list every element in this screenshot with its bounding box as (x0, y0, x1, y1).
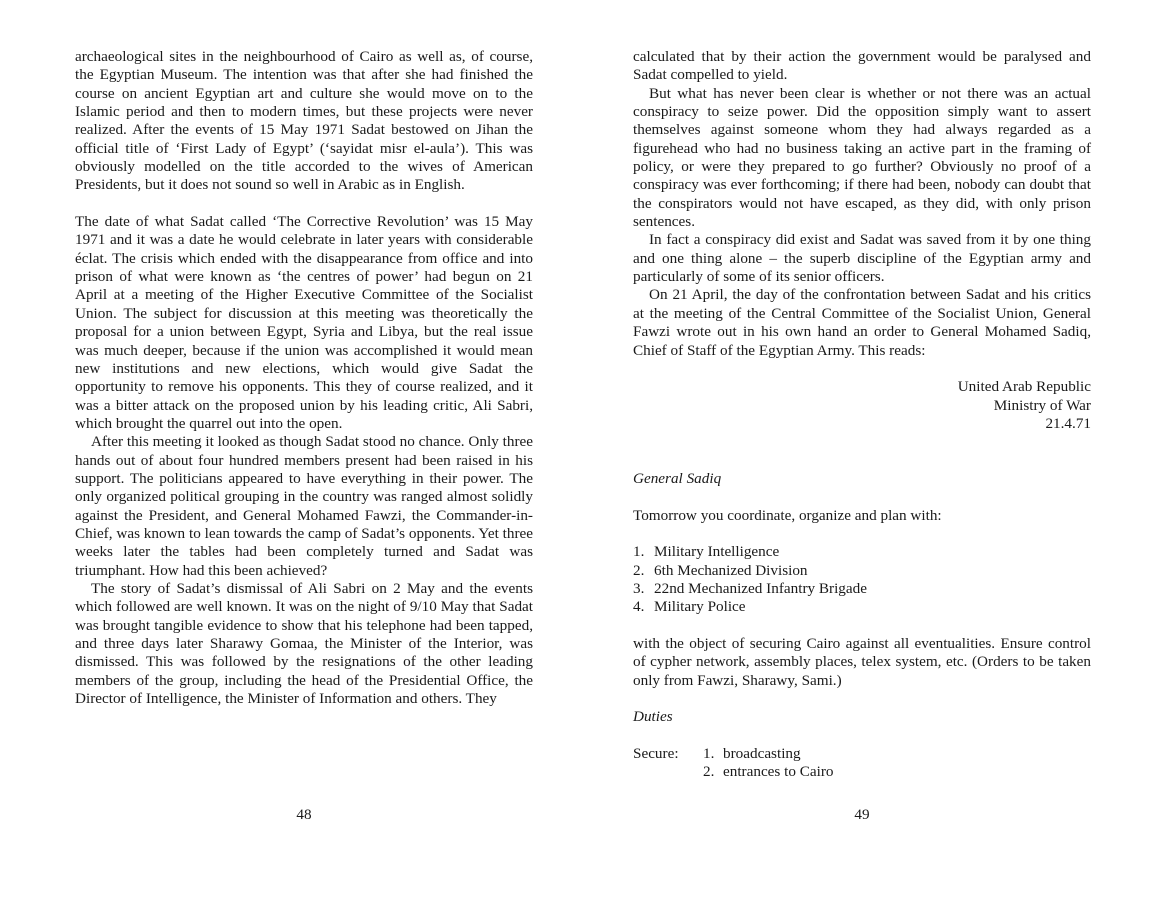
letterhead-line: Ministry of War (993, 396, 1091, 414)
list-number: 2. (703, 763, 715, 781)
list-text: entrances to Cairo (723, 763, 834, 781)
list-text: Military Police (654, 598, 746, 616)
letterhead-date: 21.4.71 (1045, 414, 1091, 432)
list-text: 22nd Mechanized Infantry Brigade (654, 579, 867, 597)
secure-list (633, 745, 1091, 782)
list-number: 2. (633, 561, 645, 579)
list-text: 6th Mechanized Division (654, 561, 808, 579)
list-item (633, 763, 1091, 781)
paragraph: archaeological sites in the neighbourhood of Cairo as well as, of course, the Egyptian Museum. The intention was that after she had finished the course on ancient Egyptian art and culture she would move on to the Islamic period and then to modern times, but these projects were never realized. After the events of 15 May 1971 Sadat bestowed on Jihan the official title of ‘First Lady of Egypt’ (‘sayidat misr el-aula’). This was obviously modelled on the title accorded to the wives of American Presidents, but it does not sound so well in Arabic as in English. (75, 48, 533, 194)
right-page (633, 48, 1091, 782)
paragraph: But what has never been clear is whether or not there was an actual conspiracy to seize power. Did the opposition simply want to assert themselves against someone whom they had always regarded as a figurehead who had no business taking an active part in the framing of policy, or were they prepared to go further? Obviously no proof of a conspiracy was ever forthcoming; if there had been, nobody can doubt that the conspirators would not have escaped, as they did, with only prison sentences. (633, 84, 1091, 231)
page-number: 49 (854, 806, 870, 823)
list-number: 3. (633, 579, 645, 597)
list-number: 1. (703, 745, 715, 763)
paragraph: The story of Sadat’s dismissal of Ali Sabri on 2 May and the events which followed are well known. It was on the night of 9/10 May that Sadat was brought tangible evidence to show that his telephone had been tapped, and three days later Sharawy Gomaa, the Minister of the Interior, was dismissed. This was followed by the resignations of the other leading members of the group, including the head of the Presidential Office, the Director of Intelligence, the Minister of Information and others. They (75, 579, 533, 708)
paragraph: calculated that by their action the government would be paralysed and Sadat compelled to yield. (633, 48, 1091, 84)
secure-label: Secure: (633, 745, 679, 763)
left-page (75, 48, 533, 708)
list-text: broadcasting (723, 745, 801, 763)
list-number: 4. (633, 598, 645, 616)
paragraph: In fact a conspiracy did exist and Sadat was saved from it by one thing and one thing alone – the superb discipline of the Egyptian army and particularly of some of its senior officers. (633, 231, 1091, 286)
page-number: 48 (296, 806, 312, 823)
order-instruction: Tomorrow you coordinate, organize and plan with: (633, 506, 942, 524)
letterhead (633, 378, 1091, 433)
paragraph: On 21 April, the day of the confrontation between Sadat and his critics at the meeting of the Central Committee of the Socialist Union, General Fawzi wrote out in his own hand an order to General Mohamed Sadiq, Chief of Staff of the Egyptian Army. This reads: (633, 286, 1091, 359)
paragraph: The date of what Sadat called ‘The Corrective Revolution’ was 15 May 1971 and it was a date he would celebrate in later years with considerable éclat. The crisis which ended with the disappearance from office and into prison of what were known as ‘the centres of power’ had begun on 21 April at a meeting of the Higher Executive Committee of the Socialist Union. The subject for discussion at this meeting was theoretically the proposal for a union between Egypt, Syria and Libya, but the real issue was much deeper, because if the union was accomplished it would mean new institutions and new elections, which would give Sadat the opportunity to remove his opponents. This they of course realized, and it was a bitter attack on the proposed union by his leading critic, Ali Sabri, which brought the quarrel out into the open. (75, 213, 533, 432)
list-number: 1. (633, 543, 645, 561)
paragraph: After this meeting it looked as though Sadat stood no chance. Only three hands out of about four hundred members present had been raised in his support. The politicians appeared to have everything in their power. The only organized political grouping in the country was ranged almost solidly against the President, and General Mohamed Fawzi, the Commander-in-Chief, was known to lean towards the camp of Sadat’s opponents. Yet three weeks later the tables had been completely turned and Sadat was triumphant. How had this been achieved? (75, 433, 533, 579)
unit-list (633, 543, 1091, 616)
letterhead-line: United Arab Republic (957, 378, 1091, 396)
salutation: General Sadiq (633, 469, 722, 487)
list-item (633, 580, 1091, 598)
list-item (633, 745, 1091, 763)
order-objective: with the object of securing Cairo against all eventualities. Ensure control of cypher network, assembly places, telex system, etc. (Orders to be taken only from Fawzi, Sharawy, Sami.) (633, 635, 1091, 689)
list-item (633, 543, 1091, 561)
list-item (633, 562, 1091, 580)
list-text: Military Intelligence (654, 543, 780, 561)
duties-heading: Duties (633, 708, 673, 726)
secure-label-spacer (633, 763, 703, 781)
list-item (633, 598, 1091, 616)
